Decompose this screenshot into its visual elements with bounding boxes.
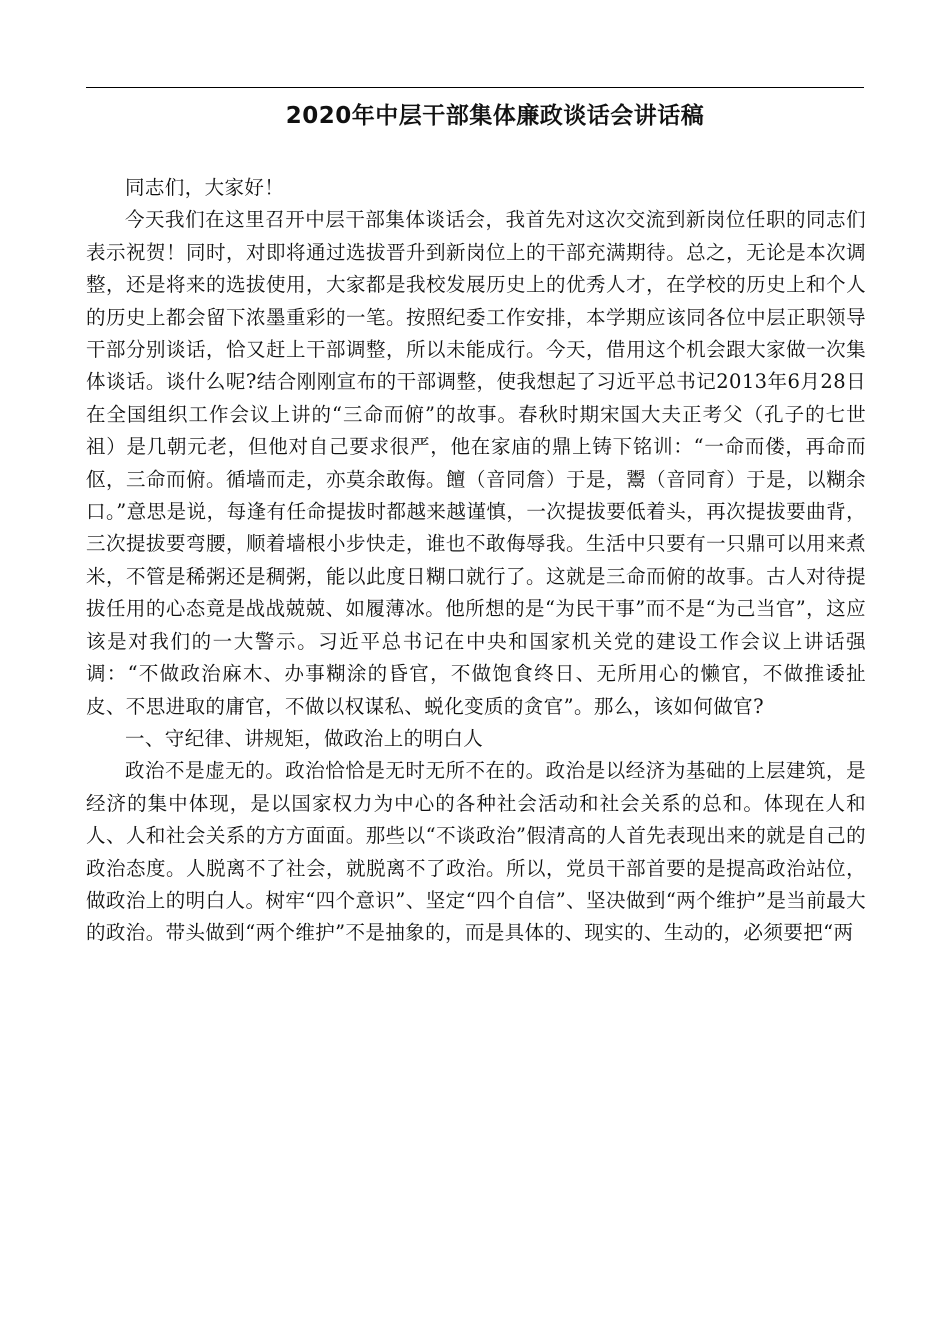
section-heading-1: 一、守纪律、讲规矩，做政治上的明白人 xyxy=(125,726,484,750)
paragraph-introduction: 今天我们在这里召开中层干部集体谈话会，我首先对这次交流到新岗位任职的同志们表示祝贺！同时，对即将通过选拔晋升到新岗位上的干部充满期待。总之，无论是本次调整，还是将来的选拔使用，大家都是我校发展历史上的优秀人才，在学校的历史上和个人的历史上都会留下浓墨重彩的一笔。按照纪委工作安排，本学期应该同各位中层正职领导干部分别谈话，恰又赶上干部调整，所以未能成行。今天，借用这个机会跟大家做一次集体谈话。谈什么呢?结合刚刚宣布的干部调整，使我想起了习近平总书记2013年6月28日在全国组织工作会议上讲的“三命而俯”的故事。春秋时期宋国大夫正考父（孔子的七世祖）是几朝元老，但他对自己要求很严，他在家庙的鼎上铸下铭训：“一命而偻，再命而伛，三命而俯。循墙而走，亦莫余敢侮。饘（音同詹）于是，鬻（音同育）于是，以糊余口。”意思是说，每逢有任命提拔时都越来越谨慎，一次提拔要低着头，再次提拔要曲背，三次提拔要弯腰，顺着墙根小步快走，谁也不敢侮辱我。生活中只要有一只鼎可以用来煮米，不管是稀粥还是稠粥，能以此度日糊口就行了。这就是三命而俯的故事。古人对待提拔任用的心态竟是战战兢兢、如履薄冰。他所想的是“为民干事”而不是“为己当官”，这应该是对我们的一大警示。习近平总书记在中央和国家机关党的建设工作会议上讲话强调：“不做政治麻木、办事糊涂的昏官，不做饱食终日、无所用心的懒官，不做推诿扯皮、不思进取的庸官，不做以权谋私、蜕化变质的贪官”。那么，该如何做官? xyxy=(86,208,866,718)
document-title: 2020年中层干部集体廉政谈话会讲话稿 xyxy=(285,103,705,129)
header-rule xyxy=(86,87,864,88)
document-body xyxy=(86,172,866,950)
paragraph-greeting: 同志们，大家好！ xyxy=(125,176,285,199)
paragraph-section-1: 政治不是虚无的。政治恰恰是无时无所不在的。政治是以经济为基础的上层建筑，是经济的集中体现，是以国家权力为中心的各种社会活动和社会关系的总和。体现在人和人、人和社会关系的方方面面。那些以“不谈政治”假清高的人首先表现出来的就是自己的政治态度。人脱离不了社会，就脱离不了政治。所以，党员干部首要的是提高政治站位，做政治上的明白人。树牢“四个意识”、坚定“四个自信”、坚决做到“两个维护”是当前最大的政治。带头做到“两个维护”不是抽象的，而是具体的、现实的、生动的，必须要把“两 xyxy=(86,759,866,945)
